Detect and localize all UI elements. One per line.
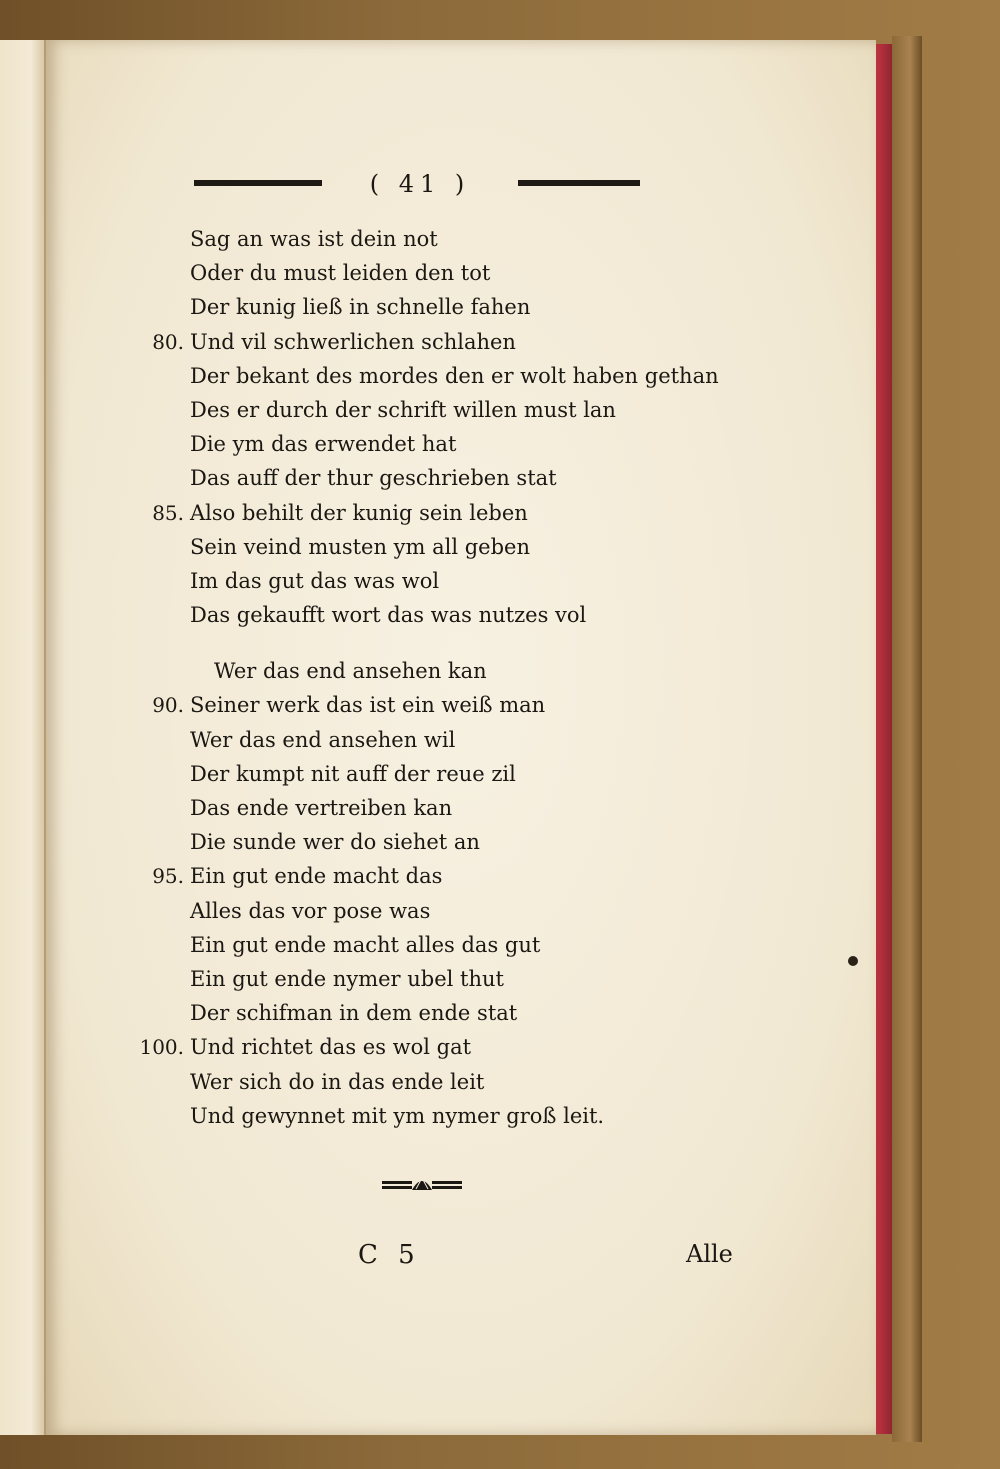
verse-line (130, 256, 690, 290)
signature-mark: C 5 (358, 1240, 421, 1270)
verse-text: Sein veind musten ym all geben (190, 534, 531, 559)
verse-line (130, 1065, 690, 1099)
header-rule-right (518, 180, 640, 186)
line-number: 90. (152, 693, 184, 718)
verse-text: Und richtet das es wol gat (190, 1035, 472, 1060)
facing-page-edge (0, 40, 46, 1435)
verse-text: Das gekaufft wort das was nutzes vol (190, 603, 587, 628)
verse-line (130, 496, 690, 530)
verse-line (130, 791, 690, 825)
verse-text: Oder du must leiden den tot (190, 261, 491, 286)
verse-text: Also behilt der kunig sein leben (190, 500, 528, 525)
line-number: 95. (152, 864, 184, 889)
verse-text: Seiner werk das ist ein weiß man (190, 693, 546, 718)
verse-line (130, 598, 690, 632)
verse-line (130, 928, 690, 962)
verse-line (130, 962, 690, 996)
verse-line (130, 1099, 690, 1133)
verse-text: Die ym das erwendet hat (190, 432, 457, 457)
verse-line (130, 1030, 690, 1064)
verse-text: Wer das end ansehen wil (190, 727, 456, 752)
verse-line (130, 894, 690, 928)
line-number: 85. (152, 500, 184, 525)
verse-line (130, 359, 719, 393)
verse-text: Der bekant des mordes den er wolt haben gethan (190, 363, 719, 388)
line-number: 100. (139, 1035, 184, 1060)
verse-line (130, 222, 690, 256)
verse-line (130, 530, 690, 564)
line-number: 80. (152, 329, 184, 354)
verse-line (130, 461, 690, 495)
verse-line (130, 393, 690, 427)
verse-text: Ein gut ende macht alles das gut (190, 932, 541, 957)
verse-line (130, 825, 690, 859)
board-edge (892, 36, 922, 1442)
verse-line (130, 757, 690, 791)
verse-line (130, 859, 690, 893)
verse-text: Die sunde wer do siehet an (190, 830, 480, 855)
verse-text: Das ende vertreiben kan (190, 796, 453, 820)
verse-text: Der schifman in dem ende stat (190, 1001, 518, 1026)
ornament-icon (382, 1172, 462, 1196)
verse-text: Ein gut ende nymer ubel thut (190, 966, 504, 991)
page-header (190, 170, 650, 200)
verse-text: Ein gut ende macht das (190, 864, 443, 889)
verse-line (130, 688, 690, 722)
verse-line (130, 723, 690, 757)
verse-line (130, 654, 690, 688)
verse-text: Und gewynnet mit ym nymer groß leit. (190, 1103, 605, 1128)
verse-text: Das auff der thur geschrieben stat (190, 466, 557, 491)
verse-text: Der kumpt nit auff der reue zil (190, 761, 516, 786)
verse-text: Sag an was ist dein not (190, 227, 438, 251)
verse-line (130, 325, 690, 359)
verse-text: Alles das vor pose was (190, 898, 431, 923)
ink-spot (848, 956, 858, 966)
verse-text: Wer sich do in das ende leit (190, 1069, 485, 1094)
verse-line (130, 564, 690, 598)
stanza-gap (130, 632, 690, 654)
verse-line (130, 427, 690, 461)
verse-text: Der kunig ließ in schnelle fahen (190, 295, 531, 320)
verse-text: Im das gut das was wol (190, 568, 440, 593)
header-rule-left (194, 180, 322, 186)
verse-line (130, 996, 690, 1030)
stanza-1 (130, 222, 719, 632)
verse-text: Wer das end ansehen kan (214, 659, 487, 684)
verse-line (130, 290, 690, 324)
verse-text: Und vil schwerlichen schlahen (190, 329, 516, 354)
stanza-2 (130, 654, 690, 1133)
page-number: ( 41 ) (369, 170, 471, 198)
catchword: Alle (686, 1240, 733, 1268)
poem-text (130, 222, 719, 1133)
verse-text: Des er durch der schrift willen must lan (190, 397, 616, 422)
